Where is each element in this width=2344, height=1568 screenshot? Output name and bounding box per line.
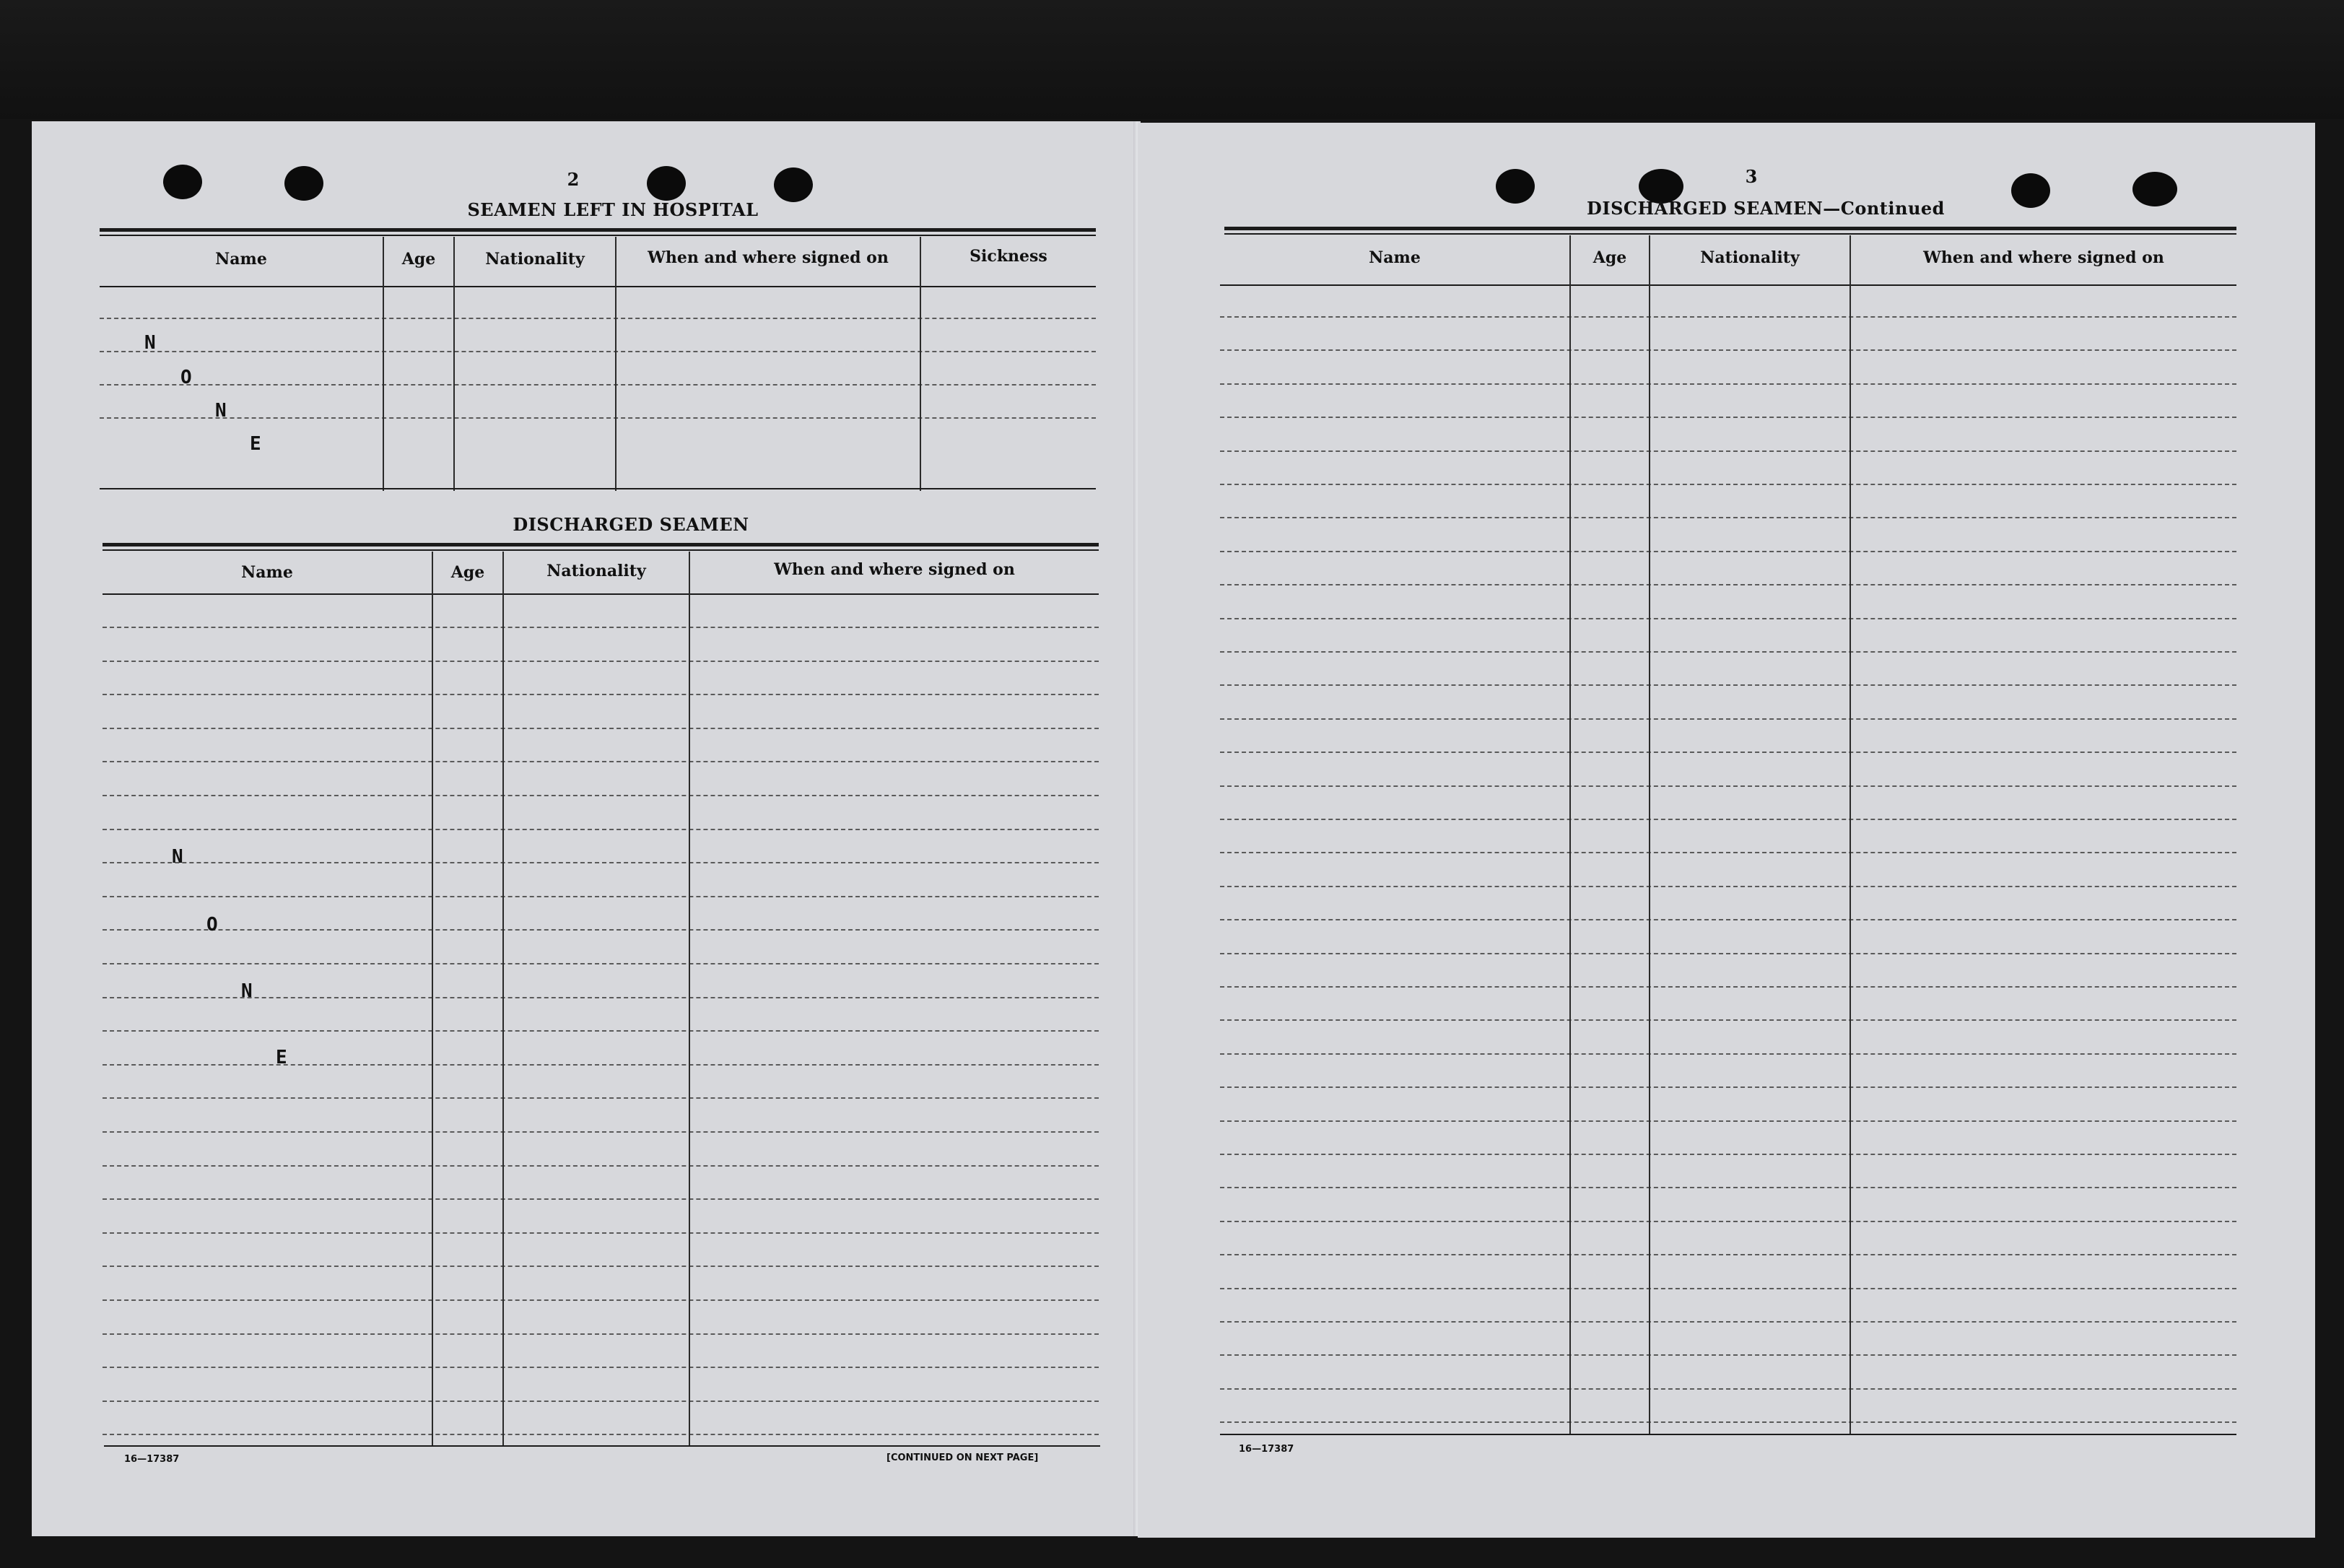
- continued-note: [CONTINUED ON NEXT PAGE]: [886, 1452, 1039, 1463]
- table-rule: [1224, 227, 2236, 230]
- row-line: [103, 1299, 1099, 1301]
- row-line: [1220, 986, 2236, 988]
- column-line: [689, 552, 690, 1445]
- row-line: [1220, 752, 2236, 753]
- row-line: [1220, 819, 2236, 820]
- row-line: [1220, 349, 2236, 351]
- form-number: 16—17387: [1239, 1444, 1294, 1455]
- row-line: [1220, 1254, 2236, 1255]
- header-rule: [103, 593, 1099, 595]
- row-line: [1220, 1321, 2236, 1323]
- row-line: [1220, 1421, 2236, 1423]
- row-line: [103, 829, 1099, 830]
- discharged-col-signed-on: When and where signed on: [774, 560, 1015, 579]
- right-title-continued: —Continued: [1823, 198, 1945, 219]
- hospital-section-title: SEAMEN LEFT IN HOSPITAL: [467, 199, 759, 220]
- none-stamp-letter: N: [241, 980, 253, 1002]
- table-bottom-rule: [1220, 1434, 2236, 1435]
- right-col-signed-on: When and where signed on: [1923, 248, 2164, 267]
- row-line: [1220, 1187, 2236, 1188]
- hospital-col-nationality: Nationality: [485, 250, 585, 269]
- row-line: [1220, 1086, 2236, 1088]
- column-line: [453, 237, 455, 491]
- punch-hole: [774, 167, 813, 202]
- row-line: [1220, 551, 2236, 552]
- table-rule: [100, 228, 1096, 232]
- column-line: [383, 237, 384, 491]
- none-stamp-letter: O: [180, 367, 192, 388]
- table-bottom-rule: [100, 488, 1096, 489]
- row-line: [100, 384, 1096, 386]
- row-line: [1220, 684, 2236, 686]
- row-line: [103, 1266, 1099, 1267]
- none-stamp-letter: E: [250, 433, 261, 455]
- row-line: [103, 1030, 1099, 1032]
- row-line: [1220, 651, 2236, 653]
- row-line: [1220, 417, 2236, 418]
- row-line: [103, 694, 1099, 695]
- row-line: [103, 1367, 1099, 1368]
- row-line: [103, 1401, 1099, 1402]
- row-line: [1220, 852, 2236, 853]
- row-line: [103, 963, 1099, 964]
- discharged-section-title: DISCHARGED SEAMEN: [513, 514, 749, 535]
- hospital-col-sickness: Sickness: [970, 247, 1047, 266]
- header-rule: [100, 286, 1096, 287]
- row-line: [100, 351, 1096, 352]
- punch-hole: [2132, 172, 2177, 206]
- none-stamp-letter: O: [206, 914, 218, 936]
- row-line: [1220, 1053, 2236, 1055]
- row-line: [1220, 718, 2236, 720]
- punch-hole: [647, 166, 686, 201]
- row-line: [1220, 919, 2236, 920]
- hospital-col-signed-on: When and where signed on: [648, 248, 889, 267]
- row-line: [103, 661, 1099, 662]
- column-line: [432, 552, 433, 1445]
- hospital-col-age: Age: [401, 250, 436, 269]
- discharged-col-name: Name: [241, 563, 293, 582]
- row-line: [103, 1097, 1099, 1099]
- row-line: [1220, 1288, 2236, 1289]
- none-stamp-letter: N: [215, 400, 227, 422]
- row-line: [103, 1434, 1099, 1435]
- table-rule: [1224, 233, 2236, 235]
- row-line: [103, 1232, 1099, 1234]
- punch-hole: [163, 165, 202, 199]
- punch-hole: [284, 166, 323, 201]
- row-line: [1220, 785, 2236, 787]
- row-line: [1220, 316, 2236, 318]
- row-line: [1220, 450, 2236, 452]
- row-line: [1220, 1019, 2236, 1021]
- form-number: 16—17387: [124, 1454, 180, 1465]
- row-line: [1220, 953, 2236, 954]
- table-rule: [103, 549, 1099, 551]
- column-line: [920, 237, 921, 491]
- row-line: [103, 1198, 1099, 1200]
- column-line: [1569, 235, 1571, 1435]
- row-line: [1220, 1354, 2236, 1356]
- row-line: [100, 318, 1096, 319]
- column-line: [502, 552, 504, 1445]
- table-bottom-rule: [104, 1445, 1100, 1447]
- row-line: [103, 1333, 1099, 1335]
- discharged-col-nationality: Nationality: [546, 562, 646, 580]
- row-line: [103, 1165, 1099, 1167]
- none-stamp-letter: N: [144, 332, 156, 354]
- discharged-col-age: Age: [450, 563, 485, 582]
- right-page: [1138, 123, 2315, 1538]
- column-line: [1850, 235, 1851, 1435]
- row-line: [1220, 584, 2236, 585]
- column-line: [1649, 235, 1650, 1435]
- row-line: [103, 761, 1099, 762]
- row-line: [103, 929, 1099, 931]
- row-line: [1220, 618, 2236, 619]
- right-title-main: DISCHARGED SEAMEN: [1587, 198, 1824, 219]
- table-rule: [100, 235, 1096, 236]
- row-line: [1220, 1388, 2236, 1390]
- none-stamp-letter: N: [172, 846, 183, 868]
- row-line: [103, 627, 1099, 628]
- scanner-background: [0, 0, 2344, 119]
- row-line: [1220, 383, 2236, 385]
- row-line: [1220, 1154, 2236, 1155]
- hospital-col-name: Name: [215, 250, 267, 269]
- header-rule: [1220, 284, 2236, 286]
- row-line: [1220, 484, 2236, 485]
- right-section-title: [1513, 198, 2018, 219]
- row-line: [103, 1064, 1099, 1066]
- row-line: [1220, 1221, 2236, 1222]
- row-line: [103, 1131, 1099, 1133]
- row-line: [103, 862, 1099, 863]
- row-line: [1220, 517, 2236, 518]
- row-line: [103, 896, 1099, 897]
- page-number: 3: [1745, 166, 1758, 187]
- column-line: [615, 237, 617, 491]
- page-number: 2: [567, 169, 580, 190]
- row-line: [100, 417, 1096, 419]
- right-col-name: Name: [1369, 248, 1421, 267]
- left-page: [32, 121, 1138, 1536]
- row-line: [1220, 1120, 2236, 1122]
- table-rule: [103, 543, 1099, 546]
- row-line: [1220, 886, 2236, 887]
- right-col-nationality: Nationality: [1700, 248, 1800, 267]
- row-line: [103, 795, 1099, 796]
- right-col-age: Age: [1593, 248, 1627, 267]
- none-stamp-letter: E: [276, 1047, 287, 1068]
- row-line: [103, 728, 1099, 729]
